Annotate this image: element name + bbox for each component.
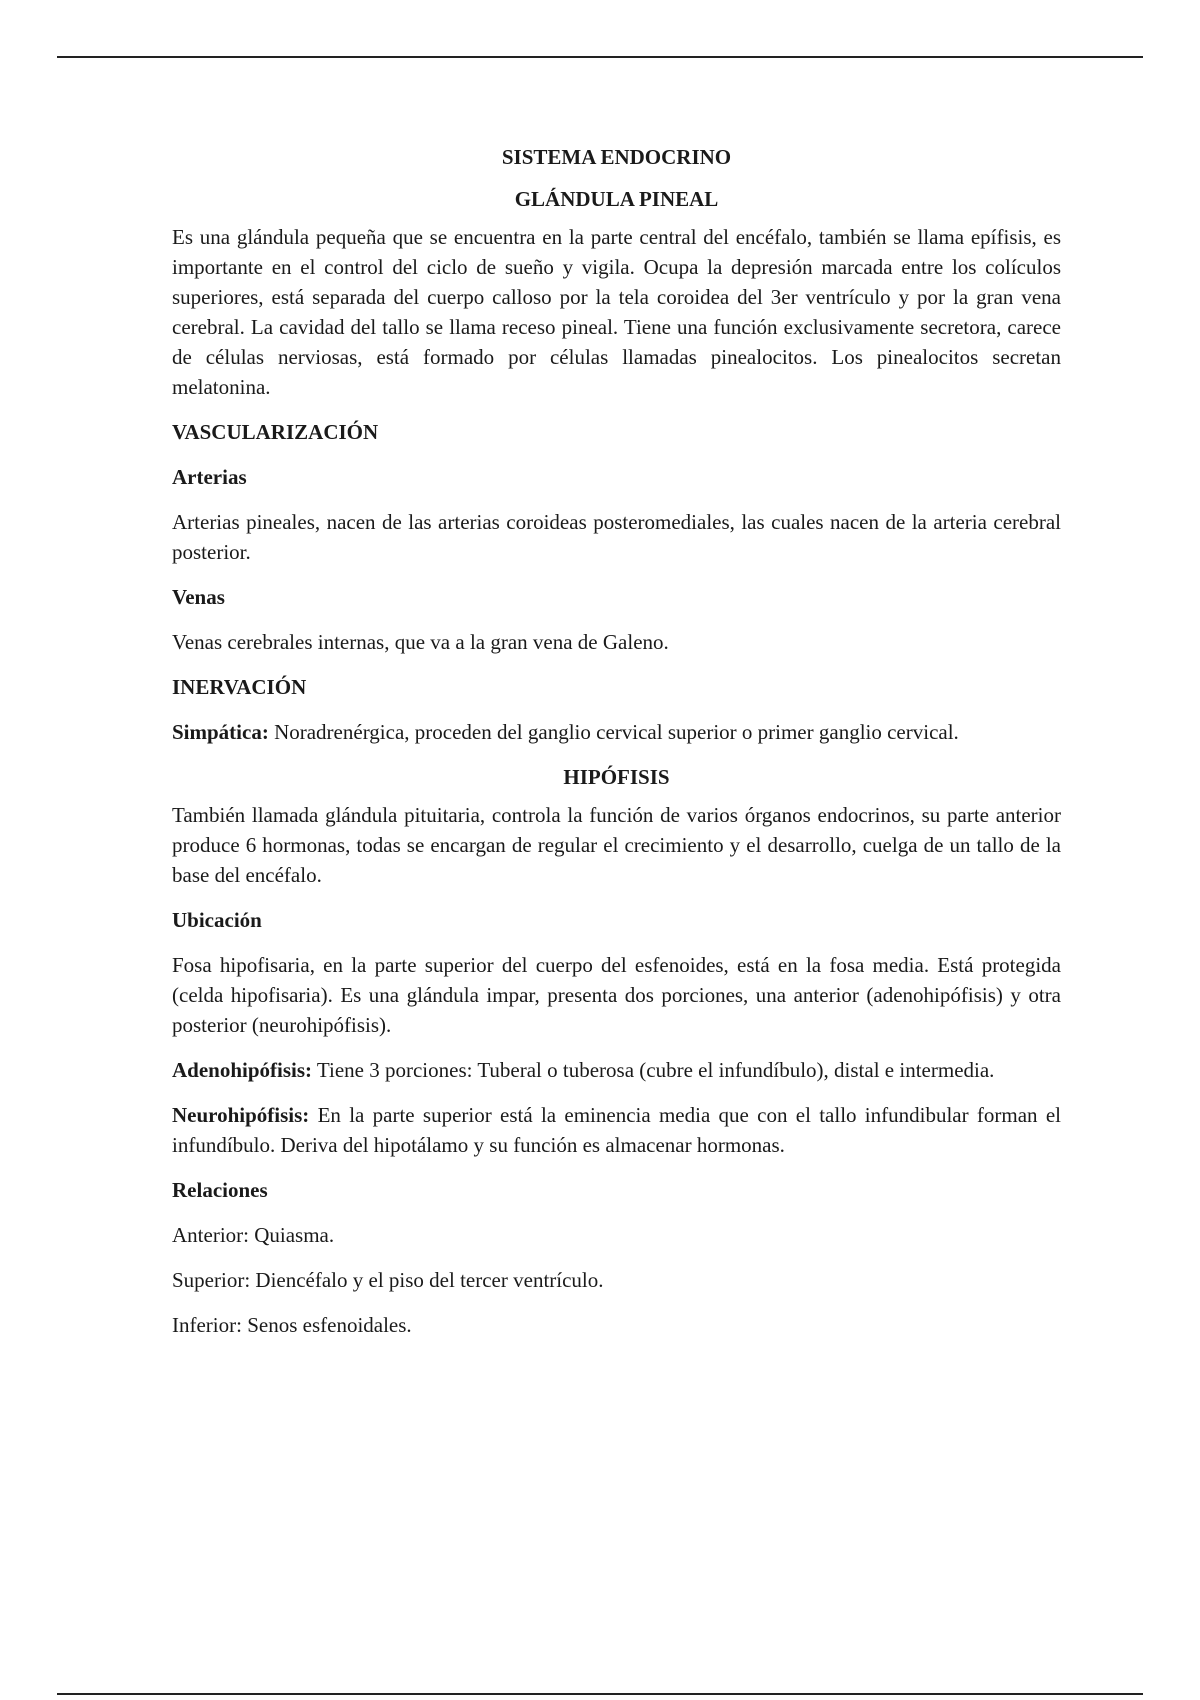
relacion-anterior: Anterior: Quiasma. [172,1223,335,1247]
hipofisis-intro: También llamada glándula pituitaria, controla la función de varios órganos endocrinos, su parte anterior produce 6 hormonas, todas se encargan de regular el crecimiento y el desarrollo, cuelga de un tallo de la base del encéfalo. [172,803,1061,887]
arterias-heading: Arterias [172,465,247,489]
adeno-text: Tiene 3 porciones: Tuberal o tuberosa (cubre el infundíbulo), distal e intermedia. [312,1058,995,1082]
main-title: SISTEMA ENDOCRINO [501,145,732,169]
simpatica-paragraph [172,717,1061,747]
adeno-label: Adenohipófisis: [172,1058,313,1082]
neuro-label: Neurohipófisis: [172,1103,310,1127]
venas-heading: Venas [172,585,225,609]
ubicacion-heading: Ubicación [172,908,262,932]
venas-text: Venas cerebrales internas, que va a la gran vena de Galeno. [172,630,669,654]
top-rule [57,56,1143,58]
adeno-paragraph [172,1055,1061,1085]
neuro-text: En la parte superior está la eminencia media que con el tallo infundibular forman el infundíbulo. Deriva del hipotálamo y su función es almacenar hormonas. [172,1103,1061,1157]
simpatica-label: Simpática: [172,720,269,744]
arterias-text: Arterias pineales, nacen de las arterias coroideas posteromediales, las cuales nacen de la arteria cerebral posterior. [172,510,1061,564]
neuro-paragraph [172,1100,1061,1160]
relacion-inferior: Inferior: Senos esfenoidales. [172,1313,412,1337]
pineal-intro: Es una glándula pequeña que se encuentra en la parte central del encéfalo, también se llama epífisis, es importante en el control del ciclo de sueño y vigila. Ocupa la depresión marcada entre los colículos superiores, está separada del cuerpo calloso por la tela coroidea del 3er ventrículo y por la gran vena cerebral. La cavidad del tallo se llama receso pineal. Tiene una función exclusivamente secretora, carece de células nerviosas, está formado por células llamadas pinealocitos. Los pinealocitos secretan melatonina. [172,225,1061,399]
simpatica-text: Noradrenérgica, proceden del ganglio cervical superior o primer ganglio cervical. [268,720,959,744]
hipofisis-title: HIPÓFISIS [563,765,670,789]
bottom-rule [57,1693,1143,1695]
relaciones-heading: Relaciones [172,1178,268,1202]
vascular-heading: VASCULARIZACIÓN [172,420,379,444]
ubicacion-text: Fosa hipofisaria, en la parte superior del cuerpo del esfenoides, está en la fosa media. Está protegida (celda hipofisaria). Es una glándula impar, presenta dos porciones, una anterior (adenohipófisis) y otra posterior (neurohipófisis). [172,953,1061,1037]
relacion-superior: Superior: Diencéfalo y el piso del tercer ventrículo. [172,1268,604,1292]
inervacion-heading: INERVACIÓN [172,675,307,699]
document-body [172,142,1061,1355]
pineal-title: GLÁNDULA PINEAL [514,187,719,211]
